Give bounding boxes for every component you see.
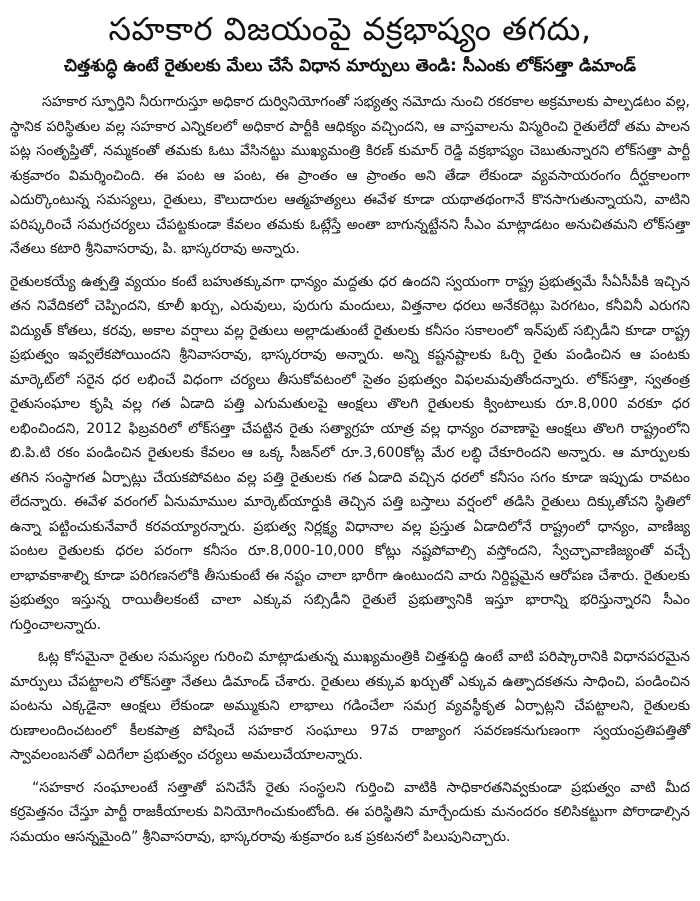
paragraph-2: రైతులకయ్యే ఉత్పత్తి వ్యయం కంటే బహుతక్కువగా ధాన్యం మద్దతు ధర ఉందని స్వయంగా రాష్ట్ర ప్రభుత్వమే సీఏసీపీకి ఇచ్చిన తన నివేదికలో చెప్పిందని, కూలీ ఖర్చు, ఎరువులు, పురుగు మందులు, విత్తనాల ధరలు అనేకరెట్లు పెరగటం, కనీవినీ ఎరుగని విద్యుత్ కోతలు, కరవు, అకాల వర్షాలు వల్ల రైతులు అల్లాడుతుంటే రైతులకు కనీసం సకాలంలో ఇన్‌పుట్ సబ్సిడీని కూడా రాష్ట్ర ప్రభుత్వం ఇవ్వలేకపోయిందని శ్రీనివాసరావు, భాస్కరరావు అన్నారు. అన్ని కష్టనష్టాలకు ఓర్చి రైతు పండించిన ఆ పంటకు మార్కెట్‌లో సరైన ధర లభించే విధంగా చర్యలు తీసుకోవటంలో సైతం ప్రభుత్వం విఫలమవుతోందన్నారు. లోక్‌సత్తా, స్వతంత్ర రైతుసంఘాల కృషి వల్ల గత ఏడాది పత్తి ఎగుమతులపై ఆంక్షలు తొలగి రైతులకు క్వింటాలుకు రూ.8,000 వరకూ ధర లభించిందని, 2012 ఫిబ్రవరిలో లోక్‌సత్తా చేపట్టిన రైతు సత్యాగ్రహ యాత్ర వల్ల ధాన్యం రవాణాపై ఆంక్షలు తొలగి రాష్ట్రంలోని బి.పి.టి రకం పండించిన రైతులకు కేవలం ఆ ఒక్క సీజన్‌లో రూ.3,600కోట్ల మేర లబ్ధి చేకూరిందని అన్నారు. ఆ మార్పులకు తగిన సంస్థాగత ఏర్పాట్లు చేయకపోవటం వల్ల పత్తి రైతులకు గత ఏడాది వచ్చిన ధరలో కనీసం సగం కూడా ఇప్పుడు రావటం లేదన్నారు. ఈవేళ వరంగల్ ఏనుమాముల మార్కెట్‌యార్డుకి తెచ్చిన పత్తి బస్తాలు వర్షంలో తడిసి రైతులు దిక్కుతోచని స్థితిలో ఉన్నా పట్టించుకునేవారే కరవయ్యారన్నారు. ప్రభుత్వ నిర్లక్ష్య విధానాల వల్ల ప్రస్తుత ఏడాదిలోనే రాష్ట్రంలో ధాన్యం, వాణిజ్య పంటల రైతులకు ధరల పరంగా కనీసం రూ.8,000-10,000 కోట్లు నష్టపోవాల్సి వస్తోందని, స్వేచ్ఛావాణిజ్యంతో వచ్చే లాభావకాశాల్ని కూడా పరిగణనలోకి తీసుకుంటే ఈ నష్టం చాలా భారీగా ఉంటుందని వారు నిర్దిష్టమైన ఆరోపణ చేశారు. రైతులకు ప్రభుత్వం ఇస్తున్న రాయితీలకంటే చాలా ఎక్కువ సబ్సిడీని రైతులే ప్రభుత్వానికి ఇస్తూ భారాన్ని భరిస్తున్నారని సీఎం గుర్తించాలన్నారు. [10, 273, 690, 633]
headline: సహకార విజయంపై వక్రభాష్యం తగదు, [108, 10, 592, 48]
paragraph-1: సహకార స్ఫూర్తిని నీరుగారుస్తూ అధికార దుర్వినియోగంతో సభ్యత్వ నమోదు నుంచి రకరకాల అక్రమాలకు పాల్పడటం వల్ల, స్థానిక పరిస్థితుల వల్ల సహకార ఎన్నికలలో అధికార పార్టీకి ఆధిక్యం వచ్చిందని, ఆ వాస్తవాలను విస్మరించి రైతులేదో తమ పాలన పట్ల సంతృప్తితో, నమ్మకంతో తమకు ఓటు వేసినట్టు ముఖ్యమంత్రి కిరణ్ కుమార్ రెడ్డి వక్రభాష్యం చెబుతున్నారని లోక్‌సత్తా పార్టీ శుక్రవారం విమర్శించింది. ఈ పంట ఆ పంట, ఈ ప్రాంతం ఆ ప్రాంతం అని తేడా లేకుండా వ్యవసాయరంగం దీర్ఘకాలంగా ఎదుర్కొంటున్న సమస్యలు, రైతులు, కౌలుదారుల ఆత్మహత్యలు ఈవేళ కూడా యథాతథంగానే కొనసాగుతున్నాయని, వాటిని పరిష్కరించే సమగ్రచర్యలు చేపట్టకుండా కేవలం తమకు ఓట్లేస్తే అంతా బాగున్నట్టేనని సీఎం మాట్లాడటం అనుచితమని లోక్‌సత్తా నేతలు కటారి శ్రీనివాసరావు, పి. భాస్కరరావు అన్నారు. [10, 94, 690, 257]
paragraph-3: ఓట్ల కోసమైనా రైతుల సమస్యల గురించి మాట్లాడుతున్న ముఖ్యమంత్రికి చిత్తశుద్ధి ఉంటే వాటి పరిష్కారానికి విధానపరమైన మార్పులు చేపట్టాలని లోక్‌సత్తా నేతలు డిమాండ్ చేశారు. రైతులు తక్కువ ఖర్చుతో ఎక్కువ ఉత్పాదకతను సాధించి, పండించిన పంటను ఎక్కడైనా ఆంక్షలు లేకుండా అమ్ముకుని లాభాలు గడించేలా సమగ్ర వ్యవస్థీకృత ఏర్పాట్లని చేపట్టాలని, రైతులకు రుణాలందించటంలో కీలకపాత్ర పోషించే సహకార సంఘాలు 97వ రాజ్యాంగ సవరణకనుగుణంగా స్వయంప్రతిపత్తితో స్వావలంబనతో ఎదిగేలా ప్రభుత్వం చర్యలు అమలుచేయాలన్నారు. [10, 649, 690, 763]
article-body [10, 90, 690, 849]
subheadline: చిత్తశుద్ధి ఉంటే రైతులకు మేలు చేసే విధాన మార్పులు తెండి: సీఎంకు లోక్‌సత్తా డిమాండ్ [63, 56, 637, 76]
paragraph-4-quote: “సహకార సంఘాలంటే సత్తాతో పనిచేసే రైతు సంస్థలని గుర్తించి వాటికి సాధికారతనివ్వకుండా ప్రభుత్వం వాటి మీద కర్రపెత్తనం చేస్తూ పార్టీ రాజకీయాలకు వినియోగించుకుంటోంది. ఈ పరిస్థితిని మార్చేందుకు మనందరం కలిసికట్టుగా పోరాడాల్సిన సమయం ఆసన్నమైంది” శ్రీనివాసరావు, భాస్కరరావు శుక్రవారం ఒక ప్రకటనలో పిలుపునిచ్చారు. [10, 779, 690, 845]
